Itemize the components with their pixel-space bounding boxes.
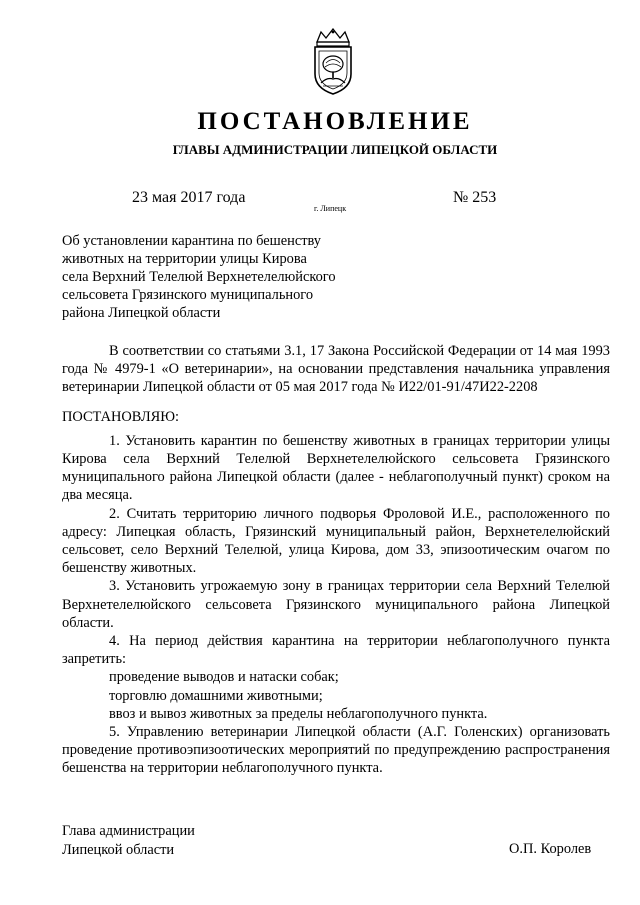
item-1-paragraph: 1. Установить карантин по бешенству животных в границах территории улицы Кирова села Верхний Телелюй Верхнетелелюйского сельсовета Грязинского муниципального района Липецкой области (далее - неблагополучный пункт) сроком на два месяца. (62, 432, 610, 504)
signature-position-line: Глава администрации (62, 823, 195, 839)
about-line: района Липецкой области (62, 305, 221, 321)
item-4-list-entry: проведение выводов и натаски собак; (109, 669, 339, 686)
preamble-paragraph: В соответствии со статьями 3.1, 17 Закона Российской Федерации от 14 мая 1993 года № 4979-1 «О ветеринарии», на основании представления начальника управления ветеринарии Липецкой области от 05 мая 2017 года № И22/01-91/47И22-2208 (62, 343, 610, 396)
about-line: села Верхний Телелюй Верхнетелелюйского (62, 269, 336, 285)
about-line: животных на территории улицы Кирова (62, 251, 307, 267)
item-2-paragraph: 2. Считать территорию личного подворья Фроловой И.Е., расположенного по адресу: Липецкая область, Грязинский муниципальный район, Верхнетелелюйский сельсовет, село Верхний Телелюй, улица Кирова, дом 33, эпизоотическим очагом по бешенству животных. (62, 505, 610, 577)
document-number: № 253 (453, 189, 497, 206)
decree-word: ПОСТАНОВЛЯЮ: (62, 408, 180, 425)
item-5-paragraph: 5. Управлению ветеринарии Липецкой области (А.Г. Голенских) организовать проведение противоэпизоотических мероприятий по предупреждению распространения бешенства на территории неблагополучного пункта. (62, 724, 610, 777)
item-4-list-entry: торговлю домашними животными; (109, 687, 323, 704)
document-date: 23 мая 2017 года (132, 189, 246, 206)
signature-name: О.П. Королев (509, 841, 592, 857)
about-line: сельсовета Грязинского муниципального (62, 287, 314, 303)
document-subtitle: ГЛАВЫ АДМИНИСТРАЦИИ ЛИПЕЦКОЙ ОБЛАСТИ (172, 142, 498, 157)
signature-position-line: Липецкой области (62, 842, 175, 858)
document-city: г. Липецк (314, 204, 347, 213)
document-title: ПОСТАНОВЛЕНИЕ (197, 108, 473, 135)
lipetsk-coat-of-arms-icon (307, 28, 359, 96)
signature-position (62, 822, 195, 860)
item-4-list-entry: ввоз и вывоз животных за пределы неблагополучного пункта. (109, 705, 488, 722)
item-3-paragraph: 3. Установить угрожаемую зону в границах территории села Верхний Телелюй Верхнетелелюйского сельсовета Грязинского муниципального района Липецкой области. (62, 578, 610, 631)
item-4-paragraph: 4. На период действия карантина на территории неблагополучного пункта запретить: (62, 633, 610, 668)
about-line: Об установлении карантина по бешенству (62, 233, 321, 249)
document-about (62, 232, 382, 322)
document-body (62, 342, 610, 778)
